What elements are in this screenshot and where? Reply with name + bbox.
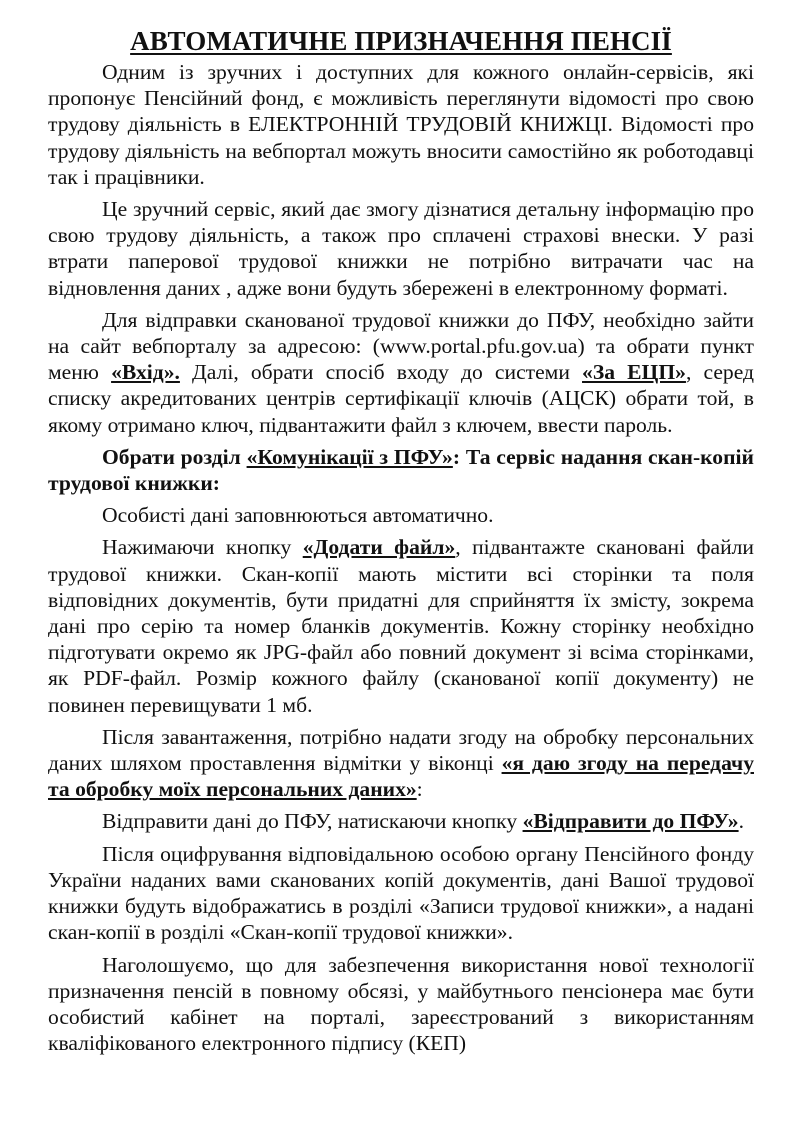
text-segment: Обрати розділ — [102, 444, 247, 469]
consent-checkbox-reference: «я даю згоду на передачу та обробку моїх персональних даних» — [48, 751, 754, 802]
login-method-reference: «За ЕЦП» — [582, 360, 686, 385]
section-reference: «Комунікації з ПФУ» — [246, 444, 453, 469]
text-segment: : — [416, 777, 423, 802]
text-segment: Після завантаження, потрібно надати згоду на обробку персональних даних шляхом проставлення відмітки у віконці — [48, 724, 754, 776]
text-segment: Відправити дані до ПФУ, натискаючи кнопку — [102, 809, 523, 834]
text-segment: : Та сервіс надання скан-копій трудової книжки: — [48, 444, 754, 496]
menu-login-reference: «Вхід». — [111, 360, 180, 385]
text-segment: Для відправки сканованої трудової книжки до ПФУ, необхідно зайти на сайт вебпорталу за адресою: (www.portal.pfu.gov.ua) та обрати пункт меню — [48, 307, 754, 385]
paragraph-personal-data: Особисті дані заповнюються автоматично. — [102, 503, 494, 528]
text-segment: . — [738, 809, 744, 834]
paragraph-add-file — [48, 534, 754, 717]
paragraph-emphasis: Наголошуємо, що для забезпечення використання нової технології призначення пенсій в повному обсязі, у майбутнього пенсіонера має бути особистий кабінет на порталі, зареєстрований з використанням кваліфікованого електронного підпису (КЕП) — [48, 952, 754, 1056]
paragraph-consent — [48, 724, 754, 803]
text-segment: Нажимаючи кнопку — [102, 535, 303, 560]
paragraph-send — [48, 808, 754, 834]
paragraph-digitization: Після оцифрування відповідальною особою органу Пенсійного фонду України наданих вами сканованих копій документів, дані Вашої трудової книжки будуть відображатись в розділі «Записи трудової книжки», а надані скан-копії в розділі «Скан-копії трудової книжки». — [48, 841, 754, 945]
add-file-button-reference: «Додати файл» — [302, 535, 456, 560]
paragraph-service-benefits: Це зручний сервіс, який дає змогу дізнатися детальну інформацію про свою трудову діяльність, а також про сплачені страхові внески. У разі втрати паперової трудової книжки не потрібно витрачати час на відновлення даних , адже вони будуть збережені в електронному форматі. — [48, 197, 754, 300]
text-segment: Далі, обрати спосіб входу до системи — [179, 360, 583, 385]
paragraph-intro: Одним із зручних і доступних для кожного онлайн-сервісів, які пропонує Пенсійний фонд, є можливість переглянути відомості про свою трудову діяльність в ЕЛЕКТРОННІЙ ТРУДОВІЙ КНИЖЦІ. Відомості про трудову діяльність на вебпортал можуть вносити самостійно як роботодавці так і працівники. — [48, 60, 754, 189]
page-title: АВТОМАТИЧНЕ ПРИЗНАЧЕННЯ ПЕНСІЇ — [130, 26, 672, 56]
send-button-reference: «Відправити до ПФУ» — [522, 809, 739, 834]
paragraph-select-section — [48, 444, 754, 496]
paragraph-login-instructions — [48, 307, 754, 438]
text-segment: , серед списку акредитованих центрів сертифікації ключів (АЦСК) обрати той, в якому отримано ключ, підвантажити файл з ключем, ввести пароль. — [48, 360, 754, 437]
text-segment: , підвантажте скановані файли трудової книжки. Скан-копії мають містити всі сторінки та поля відповідних документів, бути придатні для сприйняття їх змісту, зокрема дані про серію та номер бланків документів. Кожну сторінку необхідно підготувати окремо як JPG-файл або повний документ зі всіма сторінками, як PDF-файл. Розмір кожного файлу (сканованої копії документу) не повинен перевищувати 1 мб. — [48, 535, 754, 717]
